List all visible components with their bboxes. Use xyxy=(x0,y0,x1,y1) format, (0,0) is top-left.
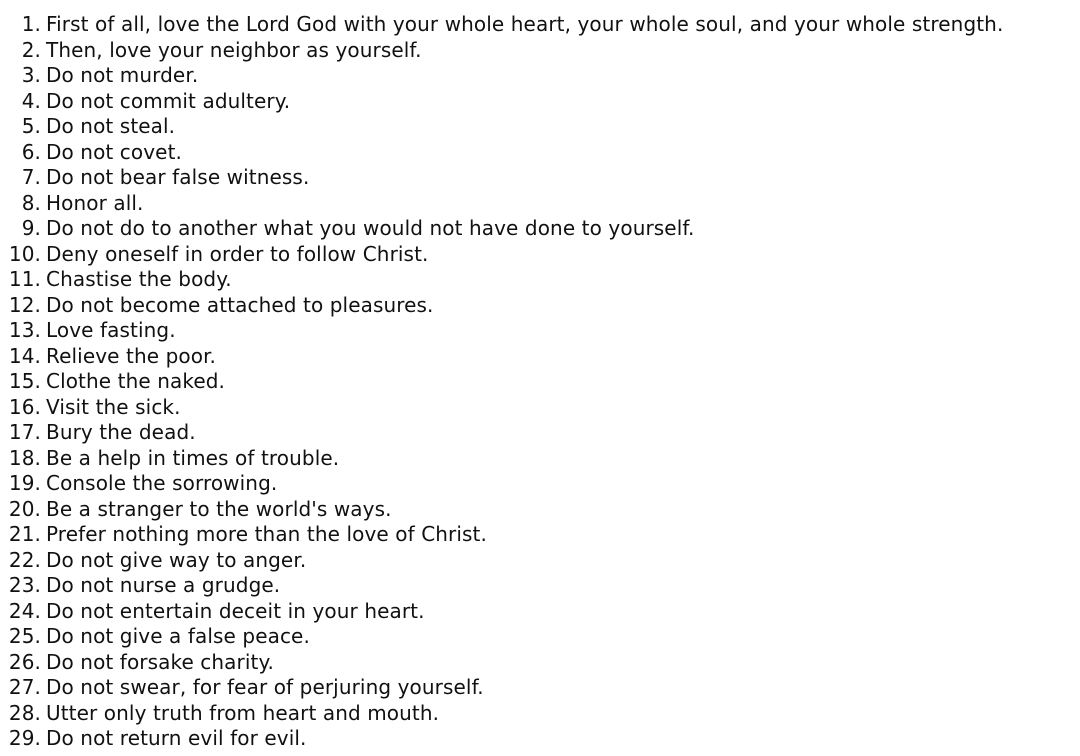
item-number: 25. xyxy=(8,624,41,648)
list-item xyxy=(0,369,1080,395)
item-number: 14. xyxy=(8,343,41,368)
list-item xyxy=(0,726,1080,752)
item-text: Do not give a false peace. xyxy=(46,624,310,648)
item-text: Utter only truth from heart and mouth. xyxy=(46,700,440,725)
item-number: 13. xyxy=(8,318,41,342)
item-number: 28. xyxy=(8,700,41,725)
item-number: 29. xyxy=(8,726,41,750)
item-text: Do not forsake charity. xyxy=(46,649,275,674)
item-text: Do not do to another what you would not have done to yourself. xyxy=(46,216,695,240)
list-item xyxy=(0,63,1080,89)
item-number: 11. xyxy=(8,267,41,291)
item-text: Visit the sick. xyxy=(46,394,181,419)
item-text: Do not become attached to pleasures. xyxy=(46,292,434,317)
list-item xyxy=(0,267,1080,293)
list-item xyxy=(0,701,1080,727)
list-item xyxy=(0,191,1080,217)
item-number: 12. xyxy=(8,292,41,317)
item-text: Honor all. xyxy=(46,190,144,215)
item-text: Do not covet. xyxy=(46,139,182,164)
item-number: 15. xyxy=(8,369,41,393)
list-item xyxy=(0,497,1080,523)
item-number: 4. xyxy=(21,88,41,113)
item-number: 6. xyxy=(21,139,41,164)
list-item xyxy=(0,318,1080,344)
item-text: Do not steal. xyxy=(46,114,176,138)
item-number: 5. xyxy=(21,114,41,138)
item-text: Do not entertain deceit in your heart. xyxy=(46,598,425,623)
item-text: Do not nurse a grudge. xyxy=(46,573,281,597)
list-item xyxy=(0,242,1080,268)
item-text: Console the sorrowing. xyxy=(46,471,278,495)
list-item xyxy=(0,12,1080,38)
list-item xyxy=(0,624,1080,650)
list-item xyxy=(0,420,1080,446)
list-item xyxy=(0,573,1080,599)
item-text: Love fasting. xyxy=(46,318,176,342)
list-item xyxy=(0,89,1080,115)
list-item xyxy=(0,140,1080,166)
list-item xyxy=(0,216,1080,242)
list-item xyxy=(0,293,1080,319)
item-text: Do not give way to anger. xyxy=(46,547,307,572)
item-number: 2. xyxy=(21,37,41,62)
item-text: Do not return evil for evil. xyxy=(46,726,307,750)
list-item xyxy=(0,114,1080,140)
list-item xyxy=(0,446,1080,472)
numbered-list xyxy=(0,12,1080,752)
item-text: Do not commit adultery. xyxy=(46,88,291,113)
list-item xyxy=(0,675,1080,701)
list-item xyxy=(0,395,1080,421)
list-item xyxy=(0,344,1080,370)
item-text: Be a stranger to the world's ways. xyxy=(46,496,392,521)
item-number: 10. xyxy=(8,241,41,266)
item-number: 8. xyxy=(21,190,41,215)
item-number: 3. xyxy=(21,63,41,87)
item-number: 20. xyxy=(8,496,41,521)
item-number: 22. xyxy=(8,547,41,572)
item-text: Deny oneself in order to follow Christ. xyxy=(46,241,429,266)
list-item xyxy=(0,471,1080,497)
item-number: 16. xyxy=(8,394,41,419)
item-text: Do not bear false witness. xyxy=(46,165,310,189)
item-text: Bury the dead. xyxy=(46,420,196,444)
item-number: 24. xyxy=(8,598,41,623)
item-number: 7. xyxy=(21,165,41,189)
item-number: 1. xyxy=(21,12,41,36)
item-text: First of all, love the Lord God with your whole heart, your whole soul, and your whole strength. xyxy=(46,12,1004,36)
item-text: Be a help in times of trouble. xyxy=(46,445,340,470)
item-text: Prefer nothing more than the love of Christ. xyxy=(46,522,487,546)
list-item xyxy=(0,38,1080,64)
item-text: Do not swear, for fear of perjuring yourself. xyxy=(46,675,484,699)
item-number: 9. xyxy=(21,216,41,240)
item-text: Relieve the poor. xyxy=(46,343,217,368)
list-item xyxy=(0,599,1080,625)
list-item xyxy=(0,522,1080,548)
item-text: Then, love your neighbor as yourself. xyxy=(46,37,422,62)
item-number: 27. xyxy=(8,675,41,699)
item-number: 17. xyxy=(8,420,41,444)
item-text: Do not murder. xyxy=(46,63,199,87)
item-number: 18. xyxy=(8,445,41,470)
list-item xyxy=(0,165,1080,191)
item-number: 23. xyxy=(8,573,41,597)
item-number: 19. xyxy=(8,471,41,495)
item-number: 21. xyxy=(8,522,41,546)
item-number: 26. xyxy=(8,649,41,674)
list-item xyxy=(0,650,1080,676)
item-text: Clothe the naked. xyxy=(46,369,225,393)
list-item xyxy=(0,548,1080,574)
item-text: Chastise the body. xyxy=(46,267,232,291)
